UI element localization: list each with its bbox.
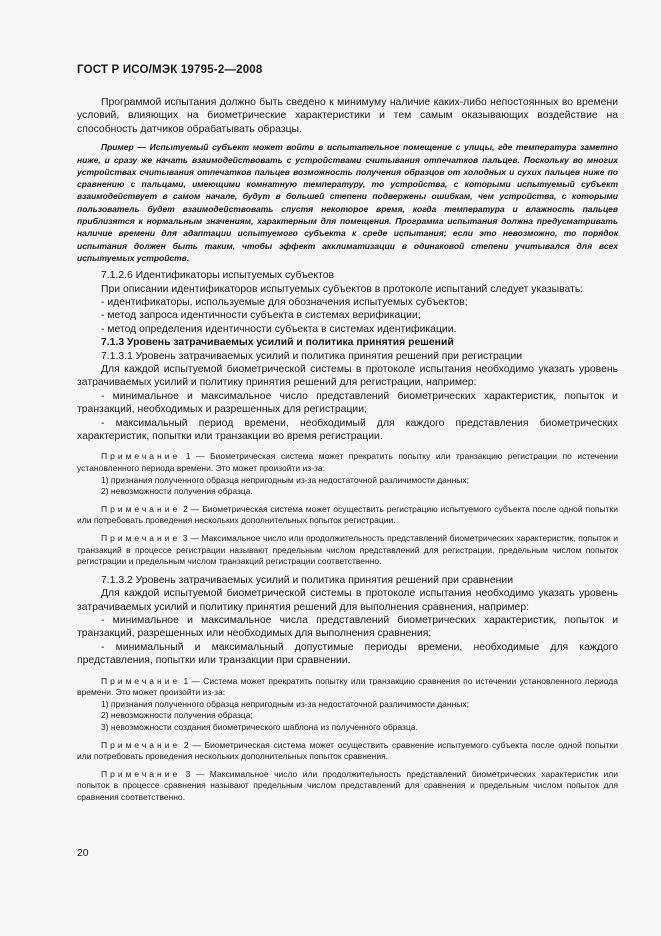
note-label: Примечание xyxy=(101,675,181,686)
note-7131-3 xyxy=(77,533,618,568)
document-body xyxy=(77,96,618,804)
heading-7132: 7.1.3.2 Уровень затрачиваемых усилий и политика принятия решений при сравнении xyxy=(101,574,514,586)
heading-7126: 7.1.2.6 Идентификаторы испытуемых субъектов xyxy=(101,270,335,282)
example-paragraph xyxy=(77,141,618,264)
document-header: ГОСТ Р ИСО/МЭК 19795-2—2008 xyxy=(77,64,263,76)
note-7131-1 xyxy=(77,451,618,474)
note-text: 2 — Биометрическая система может осуществить сравнение испытуемого субъекта после одной попытки или потребовать проведения нескольких дополнительных попыток сравнения. xyxy=(77,739,618,762)
note-list-item: 1) признания полученного образца непригодным из-за недостаточной различимости данных; xyxy=(101,698,470,709)
intro-paragraph: Программой испытания должно быть сведено к минимуму наличие каких-либо непостоянных во времени условий, влияющих на биометрические характеристики и тем самым оказывающих воздействие на способность датчиков обрабатывать образцы. xyxy=(77,97,618,135)
note-label: Примечание xyxy=(101,533,181,544)
list-item: - минимальное и максимальное числа представлений биометрических характеристик, попыток и транзакций, разрешенных или необходимых для выполнения сравнения; xyxy=(77,615,618,640)
list-item: - метод запроса идентичности субъекта в системах верификации; xyxy=(101,310,421,322)
list-item: - минимальное и максимальное число представлений биометрических характеристик, попыток и транзакций, необходимых и разрешенных для регистрации; xyxy=(77,390,618,416)
note-7132-3 xyxy=(77,769,618,804)
note-list-item: 2) невозможности получения образца. xyxy=(101,486,253,497)
note-7132-2 xyxy=(77,740,618,763)
note-text: 3 — Максимальное число или продолжительность представлений биометрических характеристик или попыток в процессе сравнения называют предельным числом представлений для сравнения и предельным числом попыток для сравнения соответственно. xyxy=(77,768,618,802)
note-text: 3 — Максимальное число или продолжительность представлений биометрических характеристик, попыток и транзакций в процессе регистрации называют предельным числом представлений для регистрации, предельным числом попыток регистрации и предельным числом транзакций регистрации соответственно. xyxy=(77,533,618,567)
note-label: Примечание xyxy=(101,768,181,779)
note-list-item: 3) невозможности создания биометрического шаблона из полученного образца. xyxy=(101,722,418,733)
list-item: - метод определения идентичности субъекта в системах идентификации. xyxy=(101,323,457,335)
example-text: Испытуемый субъект может войти в испытательное помещение с улицы, где температура заметно ниже, и сразу же начать взаимодействовать с устройствами считывания отпечатков пальцев. Поскольку во многих устройствах считывания отпечатков пальцев возможность получения образцов от холодных и сухих пальцев ниже по сравнению с пальцами, имеющими комнатную температуру, то устройства, с которыми испытуемый субъект взаимодействует в самом начале, будут в большей степени подвержены ошибкам, чем устройства, с которыми пользователь будет взаимодействовать спустя некоторое время, когда температура и влажность пальцев приблизятся к нормальным значениям, характерным для помещения. Программа испытания должна предусматривать наличие времени для адаптации испытуемого субъекта к среде испытания; если это невозможно, то порядок испытания должен быть таким, чтобы эффект акклиматизации в одинаковой степени учитывался для всех испытуемых устройств. xyxy=(77,142,618,263)
list-item: - минимальный и максимальный допустимые периоды времени, необходимые для каждого представления, попытки или транзакции при сравнении. xyxy=(77,641,618,667)
note-label: Примечание xyxy=(101,451,181,462)
note-text: 1 — Биометрическая система может прекратить попытку или транзакцию регистрации по истечении установленного периода времени. Это может произойти из-за: xyxy=(77,451,618,474)
note-text: 2 — Биометрическая система может осуществить регистрацию испытуемого субъекта после одной попытки или потребовать проведения нескольких дополнительных попыток регистрации. xyxy=(77,503,618,526)
paragraph-7131: Для каждой испытуемой биометрической системы в протоколе испытания необходимо указать уровень затрачиваемых усилий и политику принятия решений для регистрации, например: xyxy=(77,364,618,389)
note-7131-2 xyxy=(77,504,618,527)
example-lead: Пример — xyxy=(101,142,146,153)
paragraph-7132: Для каждой испытуемой биометрической системы в протоколе испытания необходимо указать уровень затрачиваемых усилий и политику принятия решений для выполнения сравнения, например: xyxy=(77,588,618,613)
note-label: Примечание xyxy=(101,503,181,514)
list-item: - идентификаторы, используемые для обозначения испытуемых субъектов; xyxy=(101,297,468,308)
note-label: Примечание xyxy=(101,739,181,750)
note-7132-1 xyxy=(77,676,618,699)
heading-7131: 7.1.3.1 Уровень затрачиваемых усилий и политика принятия решений при регистрации xyxy=(101,350,523,362)
paragraph-7126: При описании идентификаторов испытуемых субъектов в протоколе испытаний следует указывать: xyxy=(101,283,584,295)
note-list-item: 1) признания полученного образца непригодным из-за недостаточной различимости данных; xyxy=(101,474,470,485)
note-list-item: 2) невозможности получения образца; xyxy=(101,710,253,721)
list-item: - максимальный период времени, необходимый для каждого представления биометрических характеристик, попытки или транзакции во время регистрации. xyxy=(77,417,618,443)
heading-713: 7.1.3 Уровень затрачиваемых усилий и политика принятия решений xyxy=(101,337,454,349)
note-text: 1 — Система может прекратить попытку или транзакцию сравнения по истечении установленного периода времени. Это может произойти из-за: xyxy=(77,675,618,698)
page-number: 20 xyxy=(77,848,89,859)
